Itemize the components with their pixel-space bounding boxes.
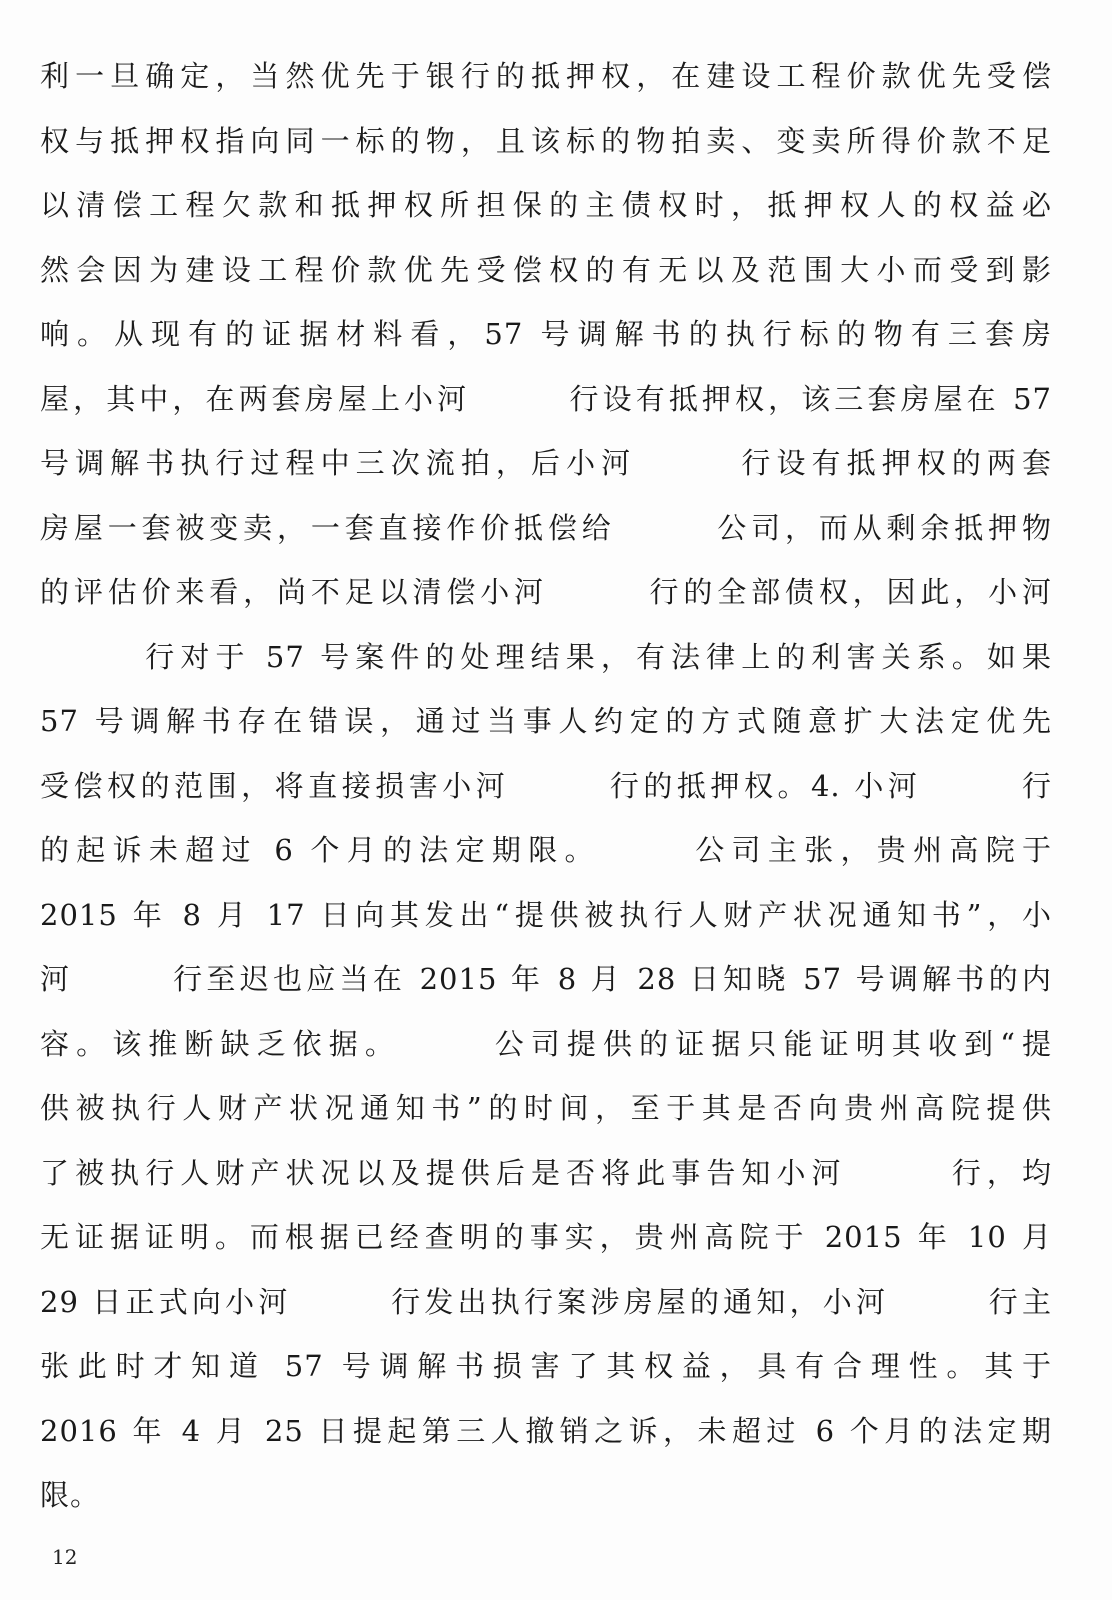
text-line: 张此时才知道 57 号调解书损害了其权益，具有合理性。其于 [40, 1349, 1052, 1383]
text-line: 河 行至迟也应当在 2015 年 8 月 28 日知晓 57 号调解书的内 [40, 962, 1052, 996]
text-line: 屋，其中，在两套房屋上小河 行设有抵押权，该三套房屋在 57 [40, 381, 1052, 416]
text-line: 房屋一套被变卖，一套直接作价抵偿给 公司，而从剩余抵押物 [40, 510, 1052, 545]
text-line: 限。 [40, 1478, 101, 1512]
text-line: 2015 年 8 月 17 日向其发出“提供被执行人财产状况通知书”，小 [40, 897, 1052, 932]
text-line: 权与抵押权指向同一标的物，且该标的物拍卖、变卖所得价款不足 [40, 123, 1052, 158]
text-line: 29 日正式向小河 行发出执行案涉房屋的通知，小河 行主 [40, 1284, 1052, 1319]
text-line: 以清偿工程欠款和抵押权所担保的主债权时，抵押权人的权益必 [40, 188, 1052, 222]
text-line: 供被执行人财产状况通知书”的时间，至于其是否向贵州高院提供 [40, 1091, 1052, 1125]
text-line: 的评估价来看，尚不足以清偿小河 行的全部债权，因此，小河 [40, 575, 1052, 609]
text-line: 行对于 57 号案件的处理结果，有法律上的利害关系。如果 [40, 639, 1052, 674]
text-line: 容。该推断缺乏依据。 公司提供的证据只能证明其收到“提 [40, 1026, 1052, 1061]
text-line: 利一旦确定，当然优先于银行的抵押权，在建设工程价款优先受偿 [40, 59, 1052, 93]
text-line: 响。从现有的证据材料看，57 号调解书的执行标的物有三套房 [40, 317, 1052, 351]
body-text [40, 44, 1052, 1528]
text-line: 号调解书执行过程中三次流拍，后小河 行设有抵押权的两套 [40, 446, 1052, 480]
text-line: 受偿权的范围，将直接损害小河 行的抵押权。4. 小河 行 [40, 768, 1052, 803]
text-line: 57 号调解书存在错误，通过当事人约定的方式随意扩大法定优先 [40, 704, 1052, 738]
text-line: 的起诉未超过 6 个月的法定期限。 公司主张，贵州高院于 [40, 833, 1052, 867]
text-line: 了被执行人财产状况以及提供后是否将此事告知小河 行，均 [40, 1155, 1052, 1190]
text-line: 然会因为建设工程价款优先受偿权的有无以及范围大小而受到影 [40, 252, 1052, 287]
text-line: 2016 年 4 月 25 日提起第三人撤销之诉，未超过 6 个月的法定期 [40, 1413, 1052, 1448]
text-line: 无证据证明。而根据已经查明的事实，贵州高院于 2015 年 10 月 [40, 1220, 1052, 1254]
page-number: 12 [52, 1545, 78, 1569]
